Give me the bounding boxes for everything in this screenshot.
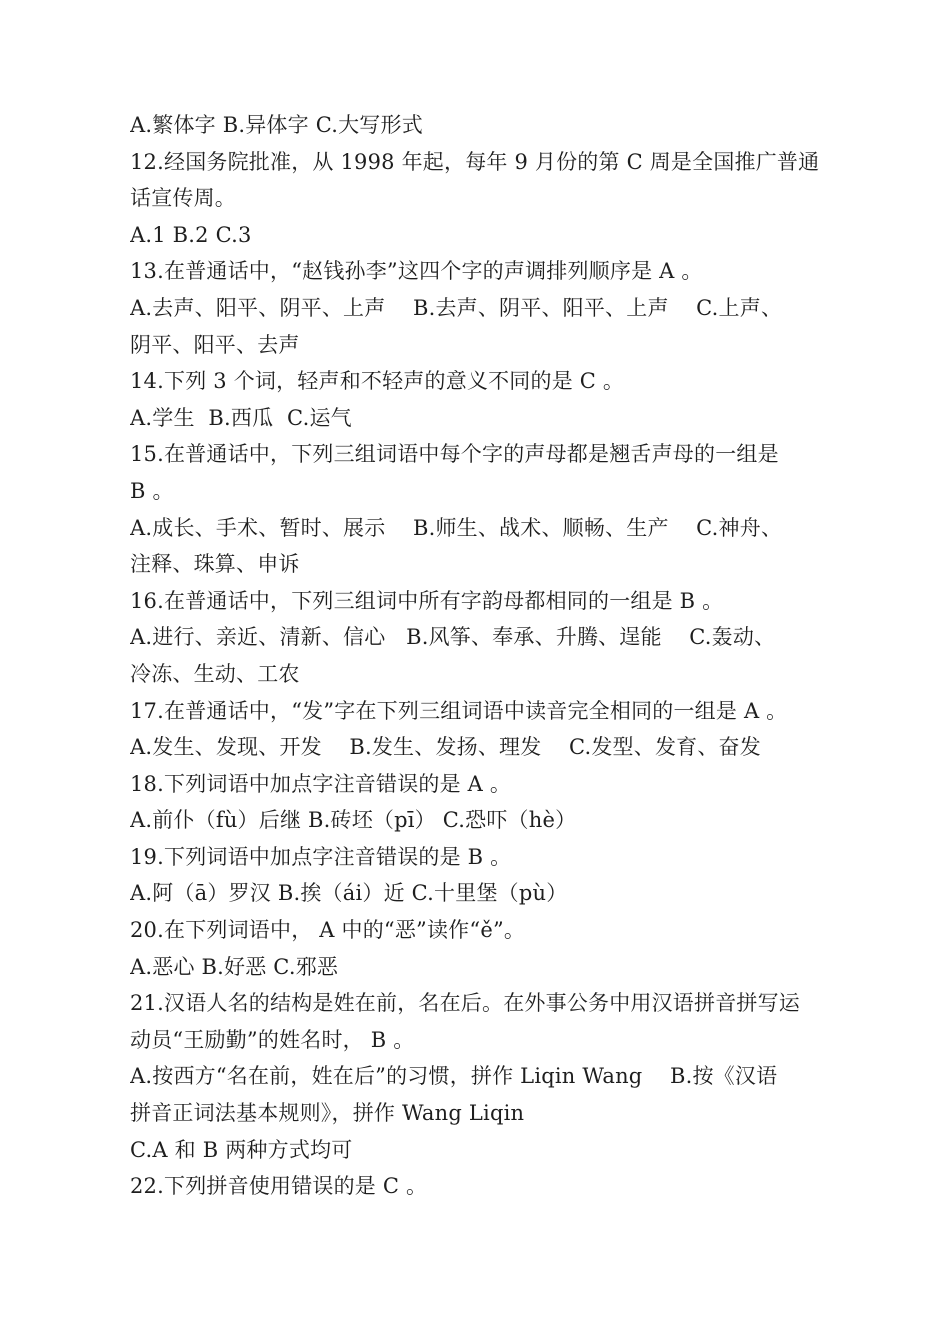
text-line: A.繁体字 B.异体字 C.大写形式 (130, 113, 423, 137)
text-line: 话宣传周。 (130, 186, 236, 211)
answer-options: A.恶心 B.好恶 C.邪恶 (130, 954, 339, 979)
answer-options: A.去声、阳平、阴平、上声 B.去声、阴平、阳平、上声 C.上声、 (130, 295, 783, 320)
answer-options: A.成长、手术、暂时、展示 B.师生、战术、顺畅、生产 C.神舟、 (130, 515, 783, 540)
answer-options: A.发生、发现、开发 B.发生、发扬、理发 C.发型、发育、奋发 (130, 735, 761, 760)
question-15: 15.在普通话中，下列三组词语中每个字的声母都是翘舌声母的一组是 (130, 442, 779, 467)
answer-options: A.学生 B.西瓜 C.运气 (130, 405, 352, 430)
question-21: 21.汉语人名的结构是姓在前，名在后。在外事公务中用汉语拼音拼写运 (130, 991, 800, 1016)
text-line: 冷冻、生动、工农 (130, 661, 300, 686)
question-18: 18.下列词语中加点字注音错误的是 A 。 (130, 771, 512, 796)
answer-options: A.前仆（fù）后继 B.砖坯（pī） C.恐吓（hè） (130, 808, 577, 833)
question-13: 13.在普通话中，“赵钱孙李”这四个字的声调排列顺序是 A 。 (130, 259, 703, 284)
answer-options: A.进行、亲近、清新、信心 B.风筝、奉承、升腾、逞能 C.轰动、 (130, 625, 776, 650)
question-14: 14.下列 3 个词，轻声和不轻声的意义不同的是 C 。 (130, 369, 625, 394)
question-19: 19.下列词语中加点字注音错误的是 B 。 (130, 844, 512, 869)
question-22: 22.下列拼音使用错误的是 C 。 (130, 1174, 428, 1199)
answer-options: C.A 和 B 两种方式均可 (130, 1137, 353, 1162)
question-12: 12.经国务院批准，从 1998 年起，每年 9 月份的第 C 周是全国推广普通 (130, 149, 820, 174)
text-line: B 。 (130, 478, 174, 503)
answer-options: A.阿（ā）罗汉 B.挨（ái）近 C.十里堡（pù） (130, 881, 568, 906)
question-20: 20.在下列词语中， A 中的“恶”读作“ě”。 (130, 918, 526, 943)
text-line: 拼音正词法基本规则》，拼作 Wang Liqin (130, 1101, 525, 1126)
question-16: 16.在普通话中，下列三组词中所有字韵母都相同的一组是 B 。 (130, 588, 724, 613)
document-body (130, 107, 830, 1205)
text-line: 动员“王励勤”的姓名时， B 。 (130, 1027, 415, 1052)
text-line: 注释、珠算、申诉 (130, 552, 300, 577)
question-17: 17.在普通话中，“发”字在下列三组词语中读音完全相同的一组是 A 。 (130, 698, 788, 723)
answer-options: A.1 B.2 C.3 (130, 222, 252, 247)
answer-options: A.按西方“名在前，姓在后”的习惯，拼作 Liqin Wang B.按《汉语 (130, 1064, 778, 1089)
text-line: 阴平、阳平、去声 (130, 332, 300, 357)
